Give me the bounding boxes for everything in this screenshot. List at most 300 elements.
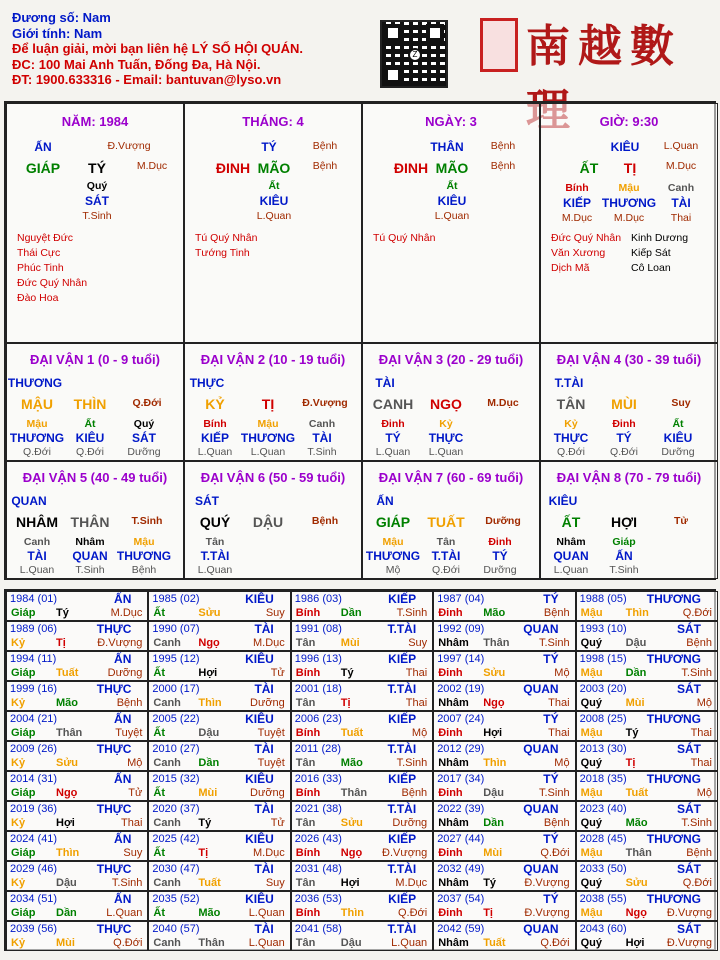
- year-cell: [291, 921, 433, 951]
- year-ten-god: QUAN: [523, 802, 559, 816]
- hidden-ten-god: T.TÀI: [431, 549, 461, 563]
- dai-van-5: [6, 461, 184, 579]
- phase-label: Bệnh: [490, 160, 516, 172]
- hidden-phase: L.Quan: [19, 564, 55, 576]
- year-label: 1987 (04): [437, 593, 485, 605]
- year-label: 2033 (50): [579, 863, 627, 875]
- year-branch: Tị: [625, 757, 636, 769]
- year-stem: Quý: [580, 817, 602, 829]
- year-stem: Giáp: [11, 667, 36, 679]
- hidden-phase: L.Quan: [428, 446, 464, 458]
- year-phase: Đ.Vượng: [666, 937, 712, 949]
- year-stem: Quý: [580, 877, 602, 889]
- hidden-ten-god: THƯƠNG: [9, 431, 65, 445]
- pillar-1: [184, 103, 362, 343]
- year-cell: [148, 651, 290, 681]
- earthly-branch: TUẤT: [427, 514, 465, 530]
- hidden-phase: Q.Đới: [557, 446, 585, 458]
- hidden-ten-god: KIÊU: [75, 431, 105, 445]
- year-label: 2036 (53): [294, 893, 342, 905]
- year-ten-god: ẤN: [114, 712, 132, 726]
- year-stem: Nhâm: [438, 817, 469, 829]
- year-ten-god: THỰC: [96, 682, 132, 696]
- auspicious-star: Văn Xương: [551, 247, 606, 259]
- star-label: Kinh Dương: [631, 232, 689, 244]
- year-stem: Ất: [153, 847, 165, 859]
- year-stem: Quý: [580, 697, 602, 709]
- dai-van-4: [540, 343, 718, 461]
- phase-label: Dưỡng: [485, 515, 521, 527]
- pillar-title: NGÀY: 3: [425, 114, 477, 129]
- year-cell: [291, 771, 433, 801]
- year-label: 2009 (26): [10, 743, 58, 755]
- year-label: 2025 (42): [152, 833, 200, 845]
- year-stem: Nhâm: [438, 697, 469, 709]
- hidden-stem: Canh: [308, 418, 336, 430]
- year-stem: Mậu: [580, 607, 603, 619]
- hidden-ten-god: THƯƠNG: [240, 431, 296, 445]
- hidden-phase: Dưỡng: [661, 446, 695, 458]
- year-stem: Giáp: [11, 907, 36, 919]
- hidden-ten-god: SÁT: [132, 431, 156, 445]
- star-label: Tú Quý Nhân: [195, 232, 258, 244]
- hidden-stem: Quý: [133, 418, 155, 430]
- hidden-stem: Canh: [23, 536, 51, 548]
- year-ten-god: KIẾP: [388, 832, 417, 846]
- year-label: 2007 (24): [437, 713, 485, 725]
- year-cell: [433, 801, 575, 831]
- year-branch: Hợi: [483, 727, 503, 739]
- year-branch: Hợi: [340, 877, 360, 889]
- hidden-ten-god: ẤN: [615, 549, 633, 563]
- earthly-branch: MÙI: [611, 396, 637, 412]
- year-label: 2016 (33): [294, 773, 342, 785]
- year-branch: Thân: [625, 847, 652, 859]
- year-branch: Dần: [340, 607, 362, 619]
- year-ten-god: KIÊU: [245, 592, 274, 606]
- year-branch: Dần: [625, 667, 647, 679]
- hidden-phase: M.Dục: [613, 212, 645, 224]
- year-cell: [576, 861, 718, 891]
- year-label: 2035 (52): [152, 893, 200, 905]
- year-ten-god: THỰC: [96, 862, 132, 876]
- year-stem: Ất: [153, 787, 165, 799]
- year-branch: Tý: [56, 607, 69, 619]
- hidden-phase: Dưỡng: [127, 446, 161, 458]
- year-stem: Quý: [580, 637, 602, 649]
- year-cell: [6, 891, 148, 921]
- year-phase: Q.Đới: [682, 877, 712, 889]
- hidden-ten-god: THƯƠNG: [365, 549, 421, 563]
- qr-code-icon[interactable]: Z: [380, 20, 448, 88]
- phase-label: Bệnh: [312, 160, 338, 172]
- year-ten-god: QUAN: [523, 742, 559, 756]
- year-cell: [576, 801, 718, 831]
- year-label: 2005 (22): [152, 713, 200, 725]
- year-stem: Bính: [295, 667, 321, 679]
- year-phase: Đ.Vượng: [382, 847, 428, 859]
- heavenly-stem: GIÁP: [25, 160, 61, 176]
- pillar-3: [540, 103, 718, 343]
- hidden-ten-god: THƯƠNG: [116, 549, 172, 563]
- hidden-phase: L.Quan: [256, 210, 292, 222]
- earthly-branch: TỊ: [261, 396, 275, 412]
- year-cell: [148, 621, 290, 651]
- year-ten-god: THỰC: [96, 802, 132, 816]
- year-ten-god: SÁT: [676, 802, 701, 816]
- hidden-ten-god: KIÊU: [437, 194, 467, 208]
- header-info: [12, 10, 303, 88]
- year-label: 1998 (15): [579, 653, 627, 665]
- year-ten-god: ẤN: [114, 892, 132, 906]
- year-label: 2040 (57): [152, 923, 200, 935]
- year-phase: Suy: [408, 637, 428, 649]
- year-branch: Hợi: [625, 937, 645, 949]
- year-label: 2010 (27): [152, 743, 200, 755]
- year-stem: Bính: [295, 907, 321, 919]
- hidden-stem: Ất: [672, 418, 684, 430]
- year-label: 2006 (23): [294, 713, 342, 725]
- year-phase: T.Sinh: [396, 757, 428, 769]
- year-phase: Tuyệt: [257, 757, 285, 769]
- year-label: 2020 (37): [152, 803, 200, 815]
- contact-note: Để luận giải, mời bạn liên hệ LÝ SỐ HỘI QUÁN.: [12, 41, 303, 56]
- year-cell: [576, 831, 718, 861]
- dai-van-8: [540, 461, 718, 579]
- year-phase: L.Quan: [391, 937, 428, 949]
- year-stem: Quý: [580, 937, 602, 949]
- year-stem: Đinh: [438, 727, 463, 739]
- auspicious-star: Dịch Mã: [551, 262, 590, 274]
- ten-god-label: THỰC: [189, 376, 225, 390]
- year-phase: Thai: [548, 727, 570, 739]
- ten-god-label: KIÊU: [610, 140, 640, 154]
- earthly-branch: DẬU: [252, 514, 284, 530]
- brand-logo: 南越數: [526, 21, 682, 72]
- year-ten-god: THỰC: [96, 922, 132, 936]
- hidden-ten-god: SÁT: [85, 194, 109, 208]
- year-cell: [291, 891, 433, 921]
- year-cell: [291, 861, 433, 891]
- phase-label: Bệnh: [490, 140, 516, 152]
- year-phase: Tử: [270, 667, 285, 679]
- year-label: 2038 (55): [579, 893, 627, 905]
- annual-luck-table: [4, 589, 716, 951]
- star-label: Đào Hoa: [17, 292, 59, 304]
- year-label: 2026 (43): [294, 833, 342, 845]
- year-cell: [6, 801, 148, 831]
- year-branch: Sửu: [198, 607, 221, 619]
- year-cell: [433, 621, 575, 651]
- year-stem: Đinh: [438, 847, 463, 859]
- ten-god-label: SÁT: [195, 494, 219, 508]
- gioi-tinh-line: Giới tính: Nam: [12, 25, 103, 41]
- hidden-ten-god: TÝ: [385, 431, 401, 445]
- ten-god-label: TÀI: [375, 376, 395, 390]
- hidden-ten-god: TÀI: [671, 196, 691, 210]
- year-cell: [148, 741, 290, 771]
- year-cell: [291, 741, 433, 771]
- year-branch: Dậu: [340, 937, 362, 949]
- hidden-stem: Đinh: [488, 536, 512, 548]
- hidden-ten-god: QUAN: [553, 549, 589, 563]
- year-ten-god: T.TÀI: [387, 922, 417, 936]
- year-branch: Ngọ: [198, 637, 220, 649]
- year-phase: Bệnh: [543, 607, 570, 619]
- pillar-title: THÁNG: 4: [242, 114, 304, 129]
- earthly-branch: NGỌ: [430, 396, 462, 412]
- year-ten-god: THỰC: [96, 622, 132, 636]
- phase-label: Đ.Vượng: [107, 140, 151, 152]
- year-branch: Tuất: [483, 937, 506, 949]
- year-label: 2004 (21): [10, 713, 58, 725]
- hidden-ten-god: KIẾP: [562, 196, 592, 210]
- year-phase: Dưỡng: [250, 787, 285, 799]
- hidden-stem: Quý: [86, 180, 108, 192]
- year-branch: Tý: [340, 667, 354, 679]
- year-ten-god: QUAN: [523, 682, 559, 696]
- phase-label: Tử: [673, 515, 689, 527]
- year-stem: Nhâm: [438, 937, 469, 949]
- year-stem: Canh: [153, 697, 181, 709]
- year-label: 2031 (48): [294, 863, 342, 875]
- ten-god-label: THƯƠNG: [7, 376, 63, 390]
- hidden-stem: Kỷ: [564, 418, 578, 430]
- year-branch: Thìn: [483, 757, 507, 769]
- year-branch: Mùi: [198, 787, 218, 799]
- year-stem: Bính: [295, 607, 321, 619]
- pillar-title: GIỜ: 9:30: [599, 114, 659, 129]
- year-ten-god: TÝ: [543, 712, 559, 726]
- earthly-branch: THÌN: [73, 396, 107, 412]
- year-branch: Mùi: [483, 847, 503, 859]
- year-label: 1988 (05): [579, 593, 627, 605]
- year-branch: Tý: [198, 817, 212, 829]
- earthly-branch: MÃO: [435, 160, 469, 176]
- phase-label: Bệnh: [311, 515, 339, 527]
- hidden-stem: Bính: [565, 182, 589, 194]
- year-label: 1991 (08): [294, 623, 342, 635]
- year-ten-god: ẤN: [114, 592, 132, 606]
- year-stem: Tân: [295, 697, 316, 709]
- phone-email-line[interactable]: ĐT: 1900.633316 - Email: bantuvan@lyso.vn: [12, 72, 282, 87]
- year-phase: Q.Đới: [113, 937, 143, 949]
- year-cell: [148, 591, 290, 621]
- year-label: 2014 (31): [10, 773, 58, 785]
- year-branch: Dậu: [198, 727, 220, 739]
- year-cell: [433, 711, 575, 741]
- year-phase: Bệnh: [686, 637, 712, 649]
- year-cell: [6, 711, 148, 741]
- heavenly-stem: KỶ: [205, 396, 225, 412]
- hidden-phase: L.Quan: [434, 210, 470, 222]
- hidden-stem: Tân: [436, 536, 456, 548]
- hidden-phase: T.Sinh: [75, 564, 105, 576]
- year-label: 2029 (46): [10, 863, 58, 875]
- year-phase: Dưỡng: [250, 697, 285, 709]
- year-phase: Thai: [690, 757, 712, 769]
- hidden-stem: Đinh: [612, 418, 636, 430]
- year-ten-god: TÝ: [543, 892, 559, 906]
- year-stem: Ất: [153, 607, 165, 619]
- year-branch: Mão: [340, 757, 363, 769]
- year-label: 2001 (18): [294, 683, 342, 695]
- year-branch: Mão: [483, 607, 506, 619]
- year-cell: [148, 921, 290, 951]
- star-label: Đức Quý Nhân: [17, 277, 88, 289]
- dai-van-title: ĐẠI VẬN 6 (50 - 59 tuổi): [200, 470, 346, 485]
- year-branch: Hợi: [56, 817, 75, 829]
- year-phase: T.Sinh: [396, 607, 428, 619]
- year-stem: Kỷ: [11, 757, 26, 769]
- year-phase: Đ.Vượng: [524, 907, 570, 919]
- year-cell: [148, 831, 290, 861]
- year-ten-god: KIẾP: [388, 712, 417, 726]
- year-label: 2030 (47): [152, 863, 200, 875]
- star-label: Thái Cực: [17, 247, 61, 259]
- year-stem: Bính: [295, 787, 321, 799]
- hidden-ten-god: TÀI: [27, 549, 47, 563]
- star-label: Phúc Tinh: [17, 262, 64, 274]
- hidden-phase: L.Quan: [197, 446, 233, 458]
- year-cell: [576, 741, 718, 771]
- year-branch: Tuất: [340, 727, 364, 739]
- year-branch: Dậu: [625, 637, 647, 649]
- year-label: 2011 (28): [294, 743, 342, 755]
- hidden-ten-god: THƯƠNG: [601, 196, 657, 210]
- year-cell: [576, 591, 718, 621]
- year-phase: T.Sinh: [681, 817, 712, 829]
- year-cell: [433, 741, 575, 771]
- year-branch: Tuất: [56, 667, 79, 679]
- year-ten-god: T.TÀI: [387, 742, 417, 756]
- year-branch: Sửu: [483, 667, 506, 679]
- heavenly-stem: TÂN: [556, 396, 586, 412]
- dai-van-title: ĐẠI VẬN 7 (60 - 69 tuổi): [378, 470, 524, 485]
- year-stem: Canh: [153, 637, 181, 649]
- year-phase: Dưỡng: [107, 667, 143, 679]
- year-phase: Q.Đới: [682, 607, 712, 619]
- year-branch: Thân: [198, 937, 225, 949]
- ten-god-label: T.TÀI: [554, 376, 584, 390]
- year-cell: [433, 591, 575, 621]
- year-stem: Nhâm: [438, 757, 469, 769]
- year-stem: Kỷ: [11, 877, 26, 889]
- hidden-stem: Mậu: [618, 182, 640, 194]
- year-ten-god: KIẾP: [388, 592, 417, 606]
- year-cell: [6, 771, 148, 801]
- hidden-ten-god: TÝ: [492, 549, 508, 563]
- year-cell: [576, 891, 718, 921]
- year-phase: Mộ: [554, 667, 570, 679]
- heavenly-stem: NHÂM: [16, 514, 58, 530]
- heavenly-stem: QUÝ: [199, 514, 231, 530]
- year-stem: Kỷ: [11, 937, 26, 949]
- year-branch: Tị: [483, 907, 493, 919]
- pillar-0: [6, 103, 184, 343]
- year-label: 2012 (29): [437, 743, 485, 755]
- year-stem: Canh: [153, 937, 181, 949]
- year-phase: T.Sinh: [539, 787, 570, 799]
- year-label: 2000 (17): [152, 683, 200, 695]
- hidden-phase: T.Sinh: [307, 446, 337, 458]
- year-ten-god: TÝ: [543, 832, 559, 846]
- year-cell: [6, 741, 148, 771]
- year-ten-god: TÝ: [543, 772, 559, 786]
- year-stem: Bính: [295, 727, 321, 739]
- year-label: 1996 (13): [294, 653, 342, 665]
- year-cell: [148, 861, 290, 891]
- year-phase: Thai: [548, 697, 570, 709]
- hidden-phase: Q.Đới: [432, 564, 460, 576]
- year-ten-god: QUAN: [523, 862, 559, 876]
- hidden-stem: Kỷ: [439, 418, 453, 430]
- year-ten-god: KIẾP: [388, 772, 417, 786]
- year-cell: [576, 711, 718, 741]
- year-cell: [148, 801, 290, 831]
- year-stem: Mậu: [580, 787, 603, 799]
- hidden-ten-god: KIÊU: [259, 194, 289, 208]
- year-stem: Nhâm: [438, 877, 469, 889]
- year-phase: L.Quan: [248, 937, 285, 949]
- year-branch: Dần: [483, 817, 504, 829]
- year-phase: Thai: [405, 667, 428, 679]
- earthly-branch: MÃO: [257, 160, 291, 176]
- year-ten-god: THƯƠNG: [646, 832, 701, 846]
- year-branch: Mão: [56, 697, 78, 709]
- year-cell: [576, 621, 718, 651]
- phase-label: M.Dục: [136, 160, 168, 172]
- year-ten-god: SÁT: [676, 622, 701, 636]
- year-stem: Kỷ: [11, 697, 26, 709]
- year-label: 1997 (14): [437, 653, 485, 665]
- year-ten-god: THƯƠNG: [646, 592, 701, 606]
- year-ten-god: KIẾP: [388, 652, 417, 666]
- year-phase: T.Sinh: [681, 667, 712, 679]
- address-line: ĐC: 100 Mai Anh Tuấn, Đống Đa, Hà Nội.: [12, 56, 261, 72]
- year-branch: Dần: [198, 757, 220, 769]
- ten-god-label: ẤN: [376, 494, 394, 508]
- year-label: 2034 (51): [10, 893, 58, 905]
- year-branch: Mùi: [625, 697, 645, 709]
- phase-label: Suy: [671, 397, 691, 409]
- year-phase: M.Dục: [110, 607, 143, 619]
- hidden-stem: Nhâm: [556, 536, 586, 548]
- year-branch: Sửu: [56, 757, 79, 769]
- pillar-title: NĂM: 1984: [61, 114, 129, 129]
- year-phase: Đ.Vượng: [97, 637, 143, 649]
- year-phase: Tử: [270, 817, 285, 829]
- year-ten-god: SÁT: [676, 922, 701, 936]
- year-stem: Tân: [295, 637, 316, 649]
- year-cell: [433, 771, 575, 801]
- year-label: 2019 (36): [10, 803, 58, 815]
- year-label: 2018 (35): [579, 773, 627, 785]
- phase-label: M.Dục: [665, 160, 697, 172]
- hidden-stem: Bính: [203, 418, 227, 430]
- year-label: 2021 (38): [294, 803, 342, 815]
- heavenly-stem: ẤT: [561, 514, 581, 530]
- hidden-ten-god: THỰC: [428, 431, 464, 445]
- year-stem: Đinh: [438, 607, 463, 619]
- year-branch: Sửu: [340, 817, 363, 829]
- year-label: 2041 (58): [294, 923, 342, 935]
- year-phase: Q.Đới: [540, 847, 570, 859]
- year-label: 1986 (03): [294, 593, 342, 605]
- year-phase: Bệnh: [401, 787, 428, 799]
- year-branch: Dậu: [483, 787, 504, 799]
- year-stem: Mậu: [580, 907, 603, 919]
